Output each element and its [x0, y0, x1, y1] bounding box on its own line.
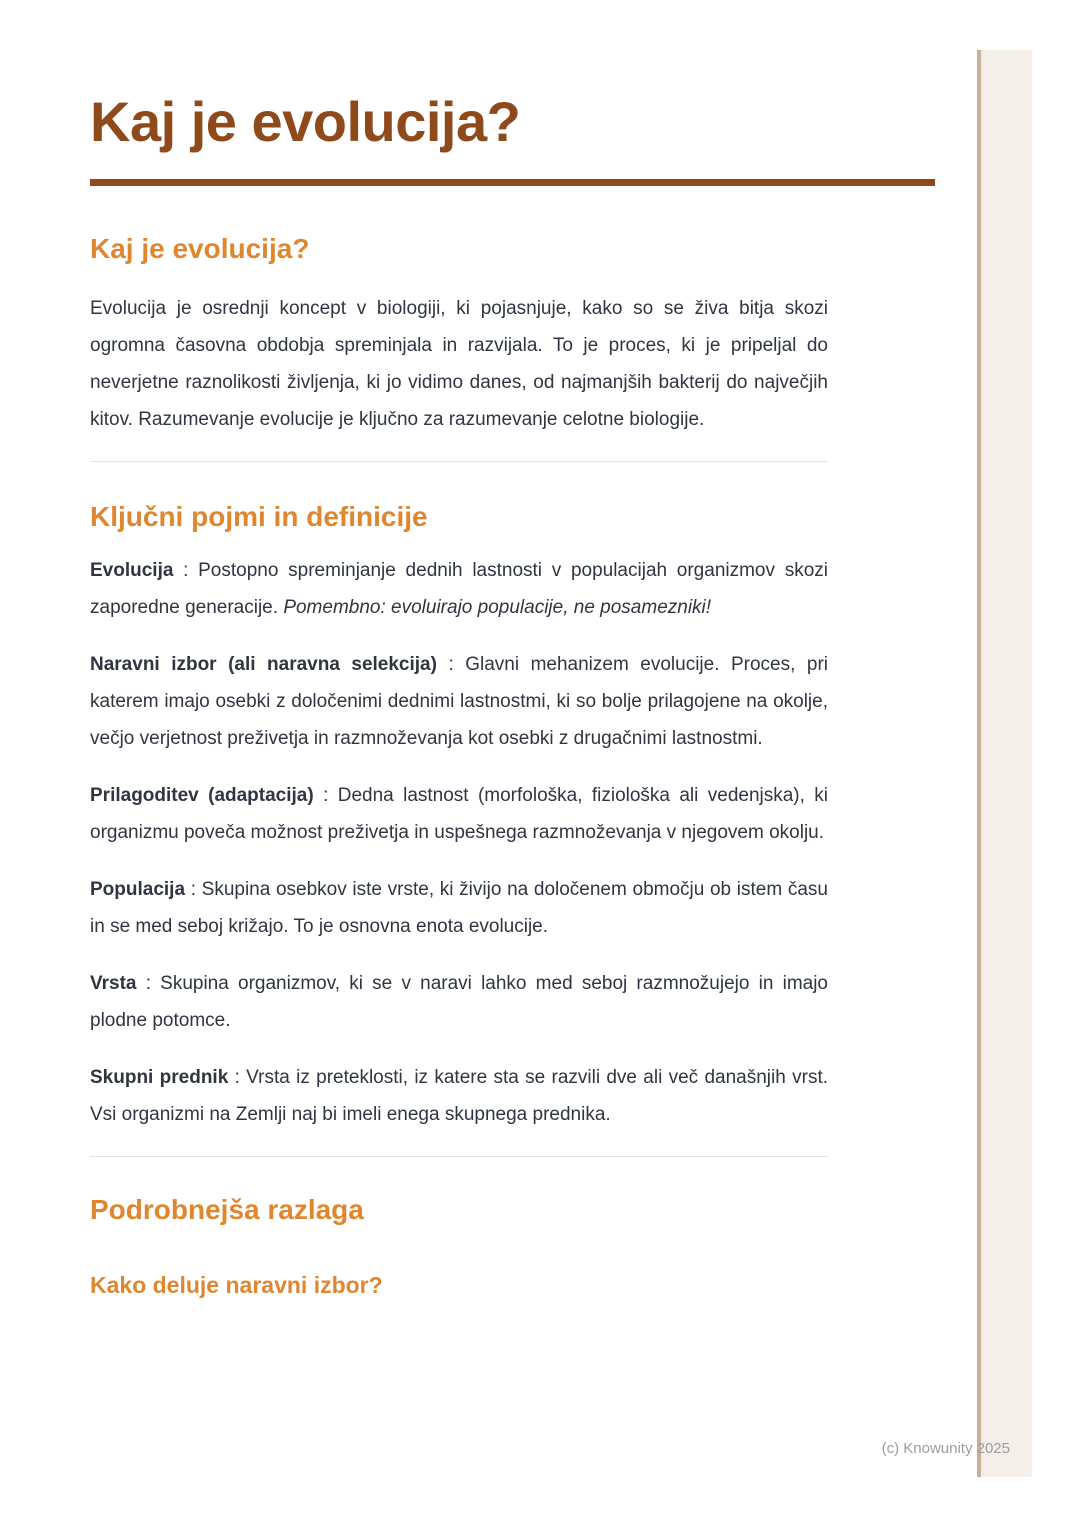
page-title: Kaj je evolucija?	[90, 90, 521, 153]
definition-paragraph	[90, 1059, 828, 1133]
title-underline	[90, 179, 935, 186]
definition-term: Skupni prednik	[90, 1067, 229, 1088]
section-heading-key-terms: Ključni pojmi in definicije	[90, 501, 428, 532]
definition-term: Vrsta	[90, 973, 137, 994]
section-heading-detail: Podrobnejša razlaga	[90, 1194, 364, 1225]
definition-text: : Dedna lastnost (morfološka, fiziološka ali vedenjska), ki organizmu poveča možnost preživetja in uspešnega razmnoževanja v njegovem okolju.	[90, 785, 828, 843]
definition-term: Prilagoditev (adaptacija)	[90, 785, 314, 806]
document-page	[90, 0, 935, 1299]
definition-paragraph	[90, 552, 828, 626]
content-divider	[90, 1156, 828, 1157]
definition-note: Pomembno: evoluirajo populacije, ne posamezniki!	[283, 597, 712, 618]
definition-paragraph	[90, 646, 828, 757]
intro-paragraph: Evolucija je osrednji koncept v biologiji, ki pojasnjuje, kako so se živa bitja skozi ogromna časovna obdobja spreminjala in razvijala. To je proces, ki je pripeljal do neverjetne raznolikosti življenja, ki jo vidimo danes, od najmanjših bakterij do največjih kitov. Razumevanje evolucije je ključno za razumevanje celotne biologije.	[90, 298, 828, 430]
content-divider	[90, 461, 828, 462]
definition-paragraph	[90, 871, 828, 945]
page-edge-stripe	[977, 50, 1032, 1477]
definition-paragraph	[90, 965, 828, 1039]
copyright-notice: (c) Knowunity 2025	[881, 1440, 1010, 1457]
definition-text: : Glavni mehanizem evolucije. Proces, pri katerem imajo osebki z določenimi dednimi lastnostmi, ki so bolje prilagojene na okolje, večjo verjetnost preživetja in razmnoževanja kot osebki z drugačnimi lastnostmi.	[90, 654, 828, 749]
definition-paragraph	[90, 777, 828, 851]
definition-text: : Skupina organizmov, ki se v naravi lahko med seboj razmnožujejo in imajo plodne potomce.	[90, 973, 829, 1031]
section-heading-intro: Kaj je evolucija?	[90, 233, 310, 264]
definition-term: Populacija	[90, 879, 186, 900]
definition-text: : Postopno spreminjanje dednih lastnosti v populacijah organizmov skozi zaporedne generacije.	[90, 560, 828, 618]
definition-term: Evolucija	[90, 560, 174, 581]
definition-term: Naravni izbor (ali naravna selekcija)	[90, 654, 437, 675]
subsection-heading-natural-selection: Kako deluje naravni izbor?	[90, 1272, 383, 1298]
definition-text: : Skupina osebkov iste vrste, ki živijo na določenem območju ob istem času in se med seboj križajo. To je osnovna enota evolucije.	[90, 879, 828, 937]
definition-text: : Vrsta iz preteklosti, iz katere sta se razvili dve ali več današnjih vrst. Vsi organizmi na Zemlji naj bi imeli enega skupnega prednika.	[90, 1067, 829, 1125]
